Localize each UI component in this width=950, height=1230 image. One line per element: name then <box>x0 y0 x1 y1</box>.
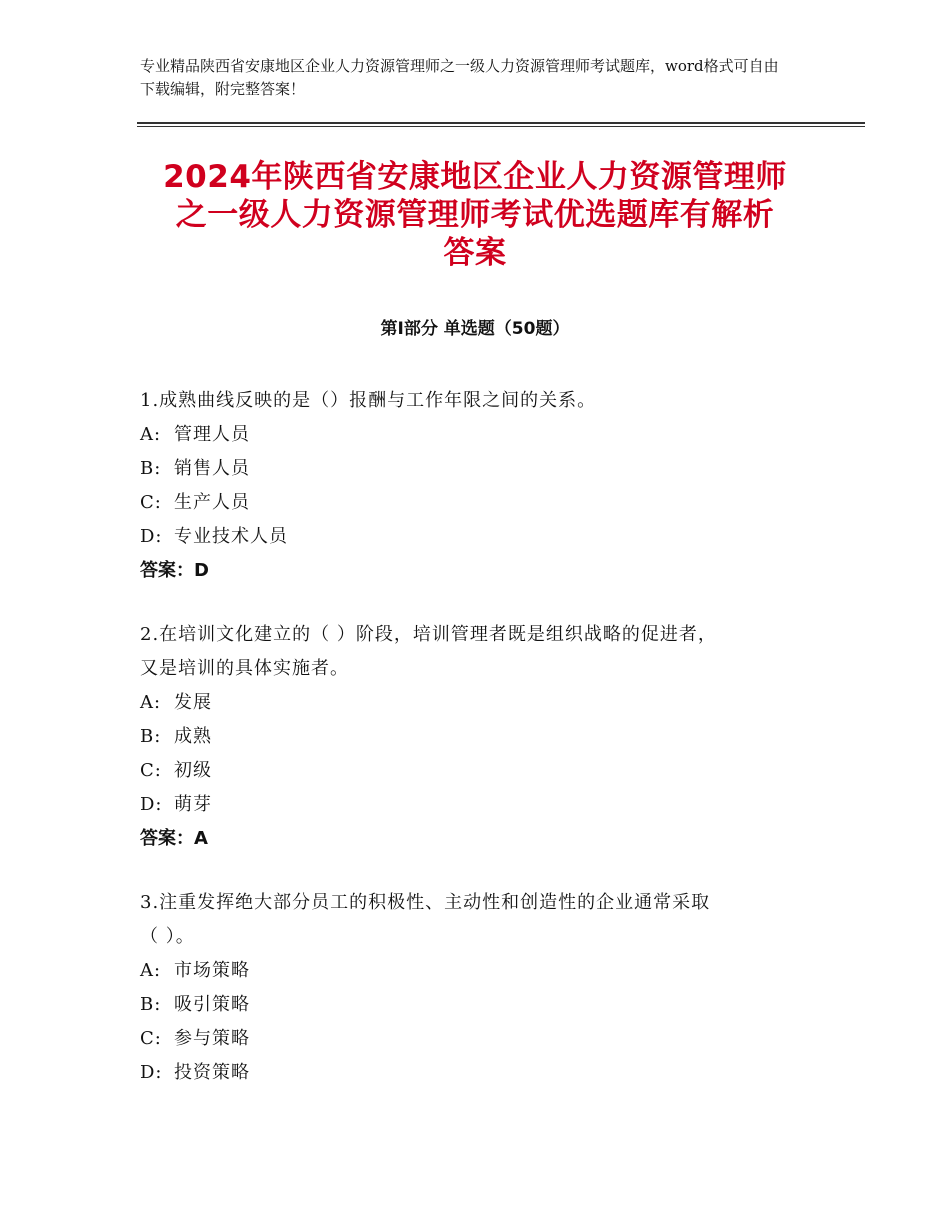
option-d <box>140 1056 820 1090</box>
question-stem: 2.在培训文化建立的（ ）阶段，培训管理者既是组织战略的促进者， <box>140 624 717 645</box>
document-title <box>120 158 830 272</box>
option-letter: A: <box>140 960 162 981</box>
question-stem-continued: （ ）。 <box>140 926 195 947</box>
title-line-1: 2024年陕西省安康地区企业人力资源管理师 <box>163 159 787 195</box>
header-divider-thin <box>137 126 865 127</box>
title-line-2: 之一级人力资源管理师考试优选题库有解析 <box>175 197 775 233</box>
option-letter: B: <box>140 994 162 1015</box>
option-b <box>140 452 820 486</box>
option-c <box>140 1022 820 1056</box>
option-letter: C: <box>140 760 162 781</box>
option-b <box>140 720 820 754</box>
question-stem: 3.注重发挥绝大部分员工的积极性、主动性和创造性的企业通常采取 <box>140 892 711 913</box>
answer: 答案：A <box>140 828 208 849</box>
question-stem: 1.成熟曲线反映的是（）报酬与工作年限之间的关系。 <box>140 390 597 411</box>
question-3 <box>140 886 820 1090</box>
title-line-3: 答案 <box>443 235 507 271</box>
option-d <box>140 788 820 822</box>
option-d <box>140 520 820 554</box>
question-2 <box>140 618 820 856</box>
option-text: 生产人员 <box>174 492 250 513</box>
option-letter: B: <box>140 458 162 479</box>
option-c <box>140 486 820 520</box>
option-text: 管理人员 <box>174 424 250 445</box>
option-text: 初级 <box>174 760 212 781</box>
option-letter: D: <box>140 794 163 815</box>
option-a <box>140 954 820 988</box>
question-list <box>140 384 820 1120</box>
header-note: 专业精品陕西省安康地区企业人力资源管理师之一级人力资源管理师考试题库，word格式可自由下载编辑，附完整答案！ <box>140 57 779 98</box>
option-text: 销售人员 <box>174 458 250 479</box>
option-text: 成熟 <box>174 726 212 747</box>
option-letter: B: <box>140 726 162 747</box>
option-letter: C: <box>140 492 162 513</box>
option-letter: D: <box>140 526 163 547</box>
option-text: 参与策略 <box>174 1028 250 1049</box>
option-text: 萌芽 <box>174 794 212 815</box>
option-c <box>140 754 820 788</box>
question-1 <box>140 384 820 588</box>
section-heading: 第Ⅰ部分 单选题（50题） <box>380 319 570 339</box>
option-letter: A: <box>140 424 162 445</box>
option-a <box>140 418 820 452</box>
header-divider <box>137 122 865 124</box>
option-letter: C: <box>140 1028 162 1049</box>
option-text: 投资策略 <box>174 1062 250 1083</box>
answer: 答案：D <box>140 560 209 581</box>
option-letter: D: <box>140 1062 163 1083</box>
option-letter: A: <box>140 692 162 713</box>
option-a <box>140 686 820 720</box>
option-b <box>140 988 820 1022</box>
option-text: 吸引策略 <box>174 994 250 1015</box>
option-text: 专业技术人员 <box>174 526 288 547</box>
option-text: 发展 <box>174 692 212 713</box>
question-stem-continued: 又是培训的具体实施者。 <box>140 658 349 679</box>
option-text: 市场策略 <box>174 960 250 981</box>
